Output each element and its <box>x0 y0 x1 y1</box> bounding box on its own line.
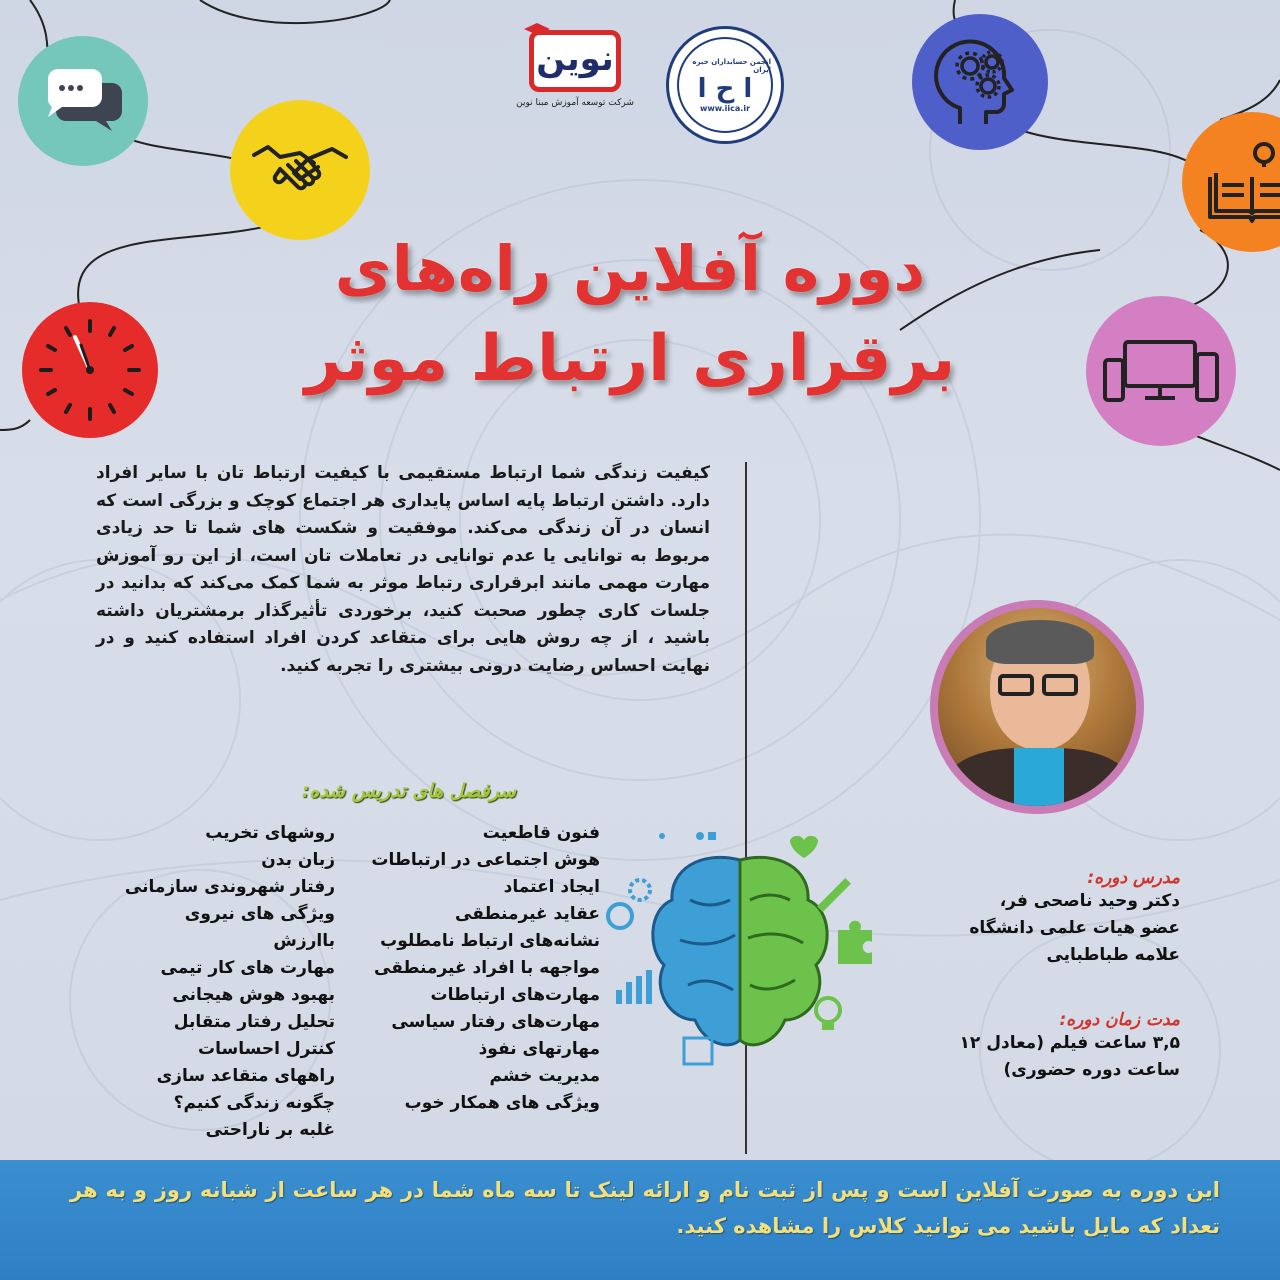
chat-bubbles-icon <box>38 61 128 141</box>
handshake-icon <box>250 135 350 205</box>
topic-item: مدیریت خشم <box>489 1066 600 1086</box>
topic-item: روشهای تخریب <box>205 823 335 843</box>
topics-heading: سرفصل های تدریس شده: <box>301 780 516 802</box>
topic-item: مهارت‌های رفتار سیاسی <box>391 1012 600 1032</box>
duration-line: ۳,۵ ساعت فیلم (معادل ۱۲ <box>959 1033 1180 1053</box>
topic-item: عقاید غیرمنطقی <box>455 904 600 924</box>
topic-item: مواجهه با افراد غیرمنطقی <box>374 958 600 978</box>
novin-logo <box>510 30 640 130</box>
head-gears-icon <box>930 32 1030 132</box>
title-line-1: دوره آفلاین راه‌های <box>334 232 926 305</box>
topic-item: چگونه زندگی کنیم؟ <box>173 1093 335 1113</box>
topic-item: ویژگی های نیروی باارزش <box>184 904 335 951</box>
topic-item: مهارت های کار تیمی <box>160 958 335 978</box>
graduation-cap-icon <box>524 23 550 39</box>
iica-logo <box>666 26 784 144</box>
topic-item: رفتار شهروندی سازمانی <box>124 877 335 897</box>
clock-circle <box>22 302 158 438</box>
duration-label: مدت زمان دوره: <box>1059 1010 1180 1030</box>
iica-logo-url: www.iica.ir <box>699 103 751 113</box>
novin-logo-name: نوین <box>536 39 614 79</box>
topic-item: ایجاد اعتماد <box>503 877 600 897</box>
topic-item: مهارت‌های ارتباطات <box>430 985 600 1005</box>
head-gears-circle <box>912 14 1048 150</box>
topic-item: راههای متقاعد سازی <box>156 1066 335 1086</box>
instructor-line: علامه طباطبایی <box>1046 945 1180 965</box>
novin-logo-subtitle: شرکت توسعه آموزش مبنا نوین <box>516 98 634 108</box>
topic-item: تحلیل رفتار متقابل <box>173 1012 335 1032</box>
topic-item: ویژگی های همکار خوب <box>404 1093 600 1113</box>
iica-logo-circle-text: انجمن حسابداران خبره ایران <box>692 57 771 74</box>
topic-item: نشانه‌های ارتباط نامطلوب <box>380 931 600 951</box>
intro-paragraph: کیفیت زندگی شما ارتباط مستقیمی با کیفیت ارتباط تان با سایر افراد دارد. داشتن ارتباط پایه اساس پایداری هر اجتماع کوچک و بزرگی است که انسان در آن زندگی می‌کند. موفقیت و شکست های شما تا حد زیادی مربوط به توانایی یا عدم توانایی در تعاملات تان است، از این رو آموزش مهارت مهمی مانند ابرقراری رتباط موثر به شما کمک می‌کند که بدانید در جلسات کاری چطور صحبت کنید، برخوردی تأثیرگذار برمشتریان داشته باشید ، از چه روش هایی برای متقاعد کردن افراد استفاده کنید و در نهایت احساس رضایت درونی بیشتری را تجربه کنید. <box>96 463 710 676</box>
topic-item: هوش اجتماعی در ارتباطات <box>371 850 600 870</box>
iica-logo-abbr: ا ح ا <box>697 73 753 104</box>
instructor-line: عضو هیات علمی دانشگاه <box>969 918 1180 938</box>
topics-right-column <box>360 820 600 1117</box>
devices-circle <box>1086 296 1236 446</box>
topic-item: زبان بدن <box>261 850 335 870</box>
handshake-circle <box>230 100 370 240</box>
topics-left-column <box>120 820 335 1144</box>
instructor-photo-image <box>938 608 1136 806</box>
duration-line: ساعت دوره حضوری) <box>1003 1060 1180 1080</box>
topic-item: غلبه بر ناراحتی <box>205 1120 335 1140</box>
chat-circle <box>18 36 148 166</box>
devices-icon <box>1101 336 1221 406</box>
brain-icon <box>600 820 880 1100</box>
instructor-photo <box>930 600 1144 814</box>
topic-item: فنون قاطعیت <box>482 823 600 843</box>
duration-info <box>900 1010 1180 1084</box>
instructor-line: دکتر وحید ناصحی فر، <box>999 891 1180 911</box>
topic-item: مهارتهای نفوذ <box>478 1039 600 1059</box>
instructor-info <box>900 868 1180 969</box>
footer-text: این دوره به صورت آفلاین است و پس از ثبت نام و ارائه لینک تا سه ماه شما در هر ساعت از شبانه روز و به هر تعداد که مایل باشید می توانید کلاس را مشاهده کنید. <box>70 1178 1220 1238</box>
open-book-lightbulb-icon <box>1202 137 1280 227</box>
instructor-label: مدرس دوره: <box>1087 868 1180 888</box>
topic-item: بهبود هوش هیجانی <box>172 985 335 1005</box>
topic-item: کنترل احساسات <box>198 1039 335 1059</box>
clock-icon <box>35 315 145 425</box>
title-line-2: برقراری ارتباط موثر <box>304 322 956 396</box>
